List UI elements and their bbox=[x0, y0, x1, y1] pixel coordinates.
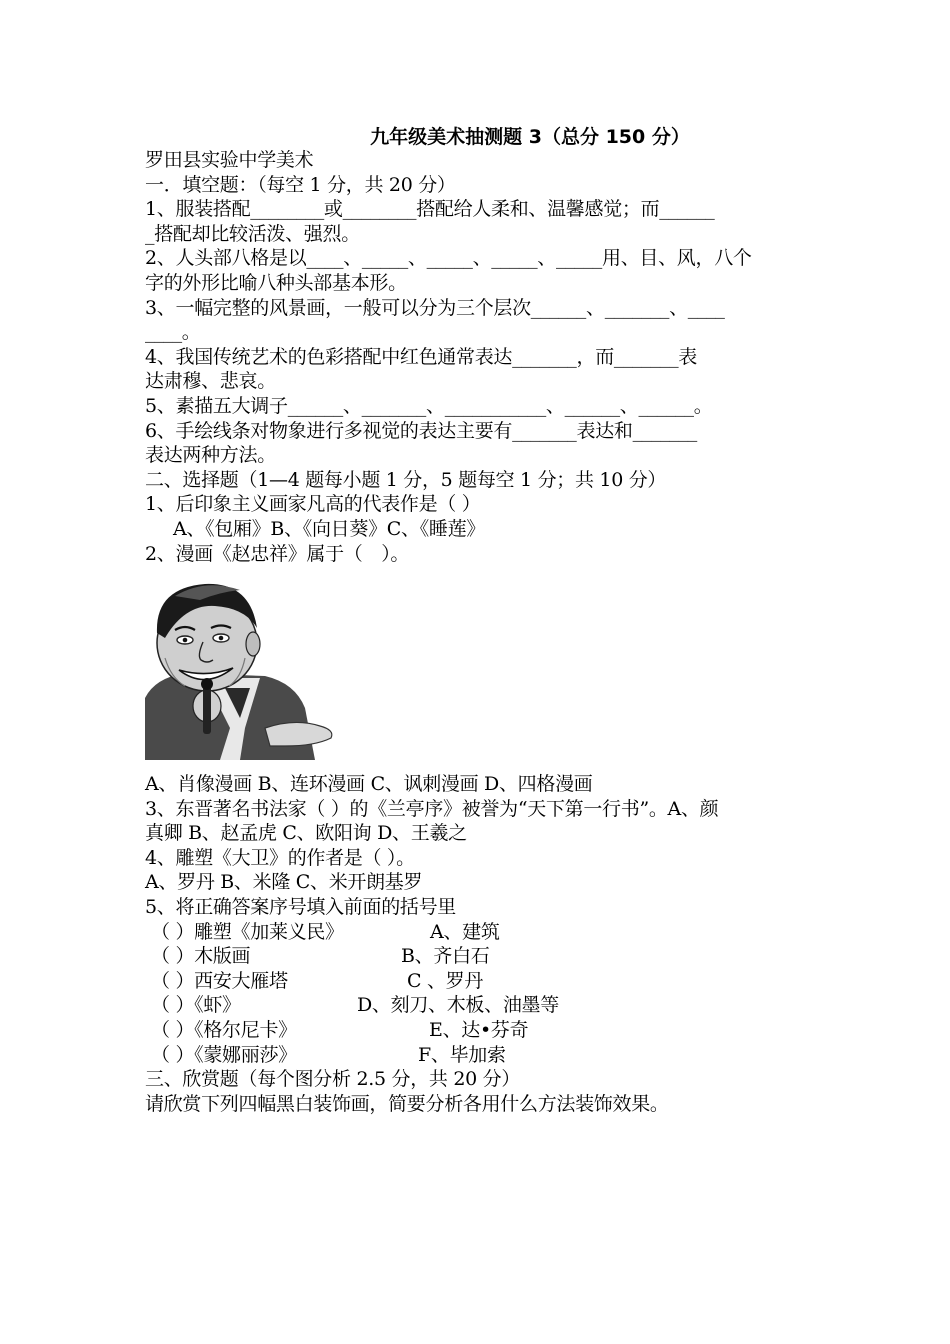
match-answer: D、刻刀、木板、油墨等 bbox=[357, 994, 559, 1017]
question-1-3-line-1: 3、一幅完整的风景画，一般可以分为三个层次______、_______、____ bbox=[145, 296, 725, 319]
match-answer: F、毕加索 bbox=[418, 1043, 506, 1066]
match-item: （ ）《虾》 bbox=[151, 994, 241, 1017]
section-1-heading: 一．填空题：（每空 1 分，共 20 分） bbox=[145, 173, 456, 196]
section-3-heading: 三、欣赏题（每个图分析 2.5 分，共 20 分） bbox=[145, 1068, 521, 1091]
school-name: 罗田县实验中学美术 bbox=[145, 149, 314, 171]
match-answer: B、齐白石 bbox=[401, 945, 490, 968]
match-row bbox=[145, 1043, 810, 1068]
match-item: （ ）木版画 bbox=[151, 945, 251, 968]
match-answer: A、建筑 bbox=[430, 920, 500, 943]
question-1-6-line-1: 6、手绘线条对物象进行多视觉的表达主要有_______表达和_______ bbox=[145, 419, 697, 442]
match-item: （ ）雕塑《加莱义民》 bbox=[151, 920, 344, 943]
exam-body bbox=[145, 148, 810, 1116]
match-row bbox=[145, 969, 810, 994]
match-item: （ ）《蒙娜丽莎》 bbox=[151, 1043, 297, 1066]
question-2-2-options: A、肖像漫画 B、连环漫画 C、讽刺漫画 D、四格漫画 bbox=[145, 773, 593, 796]
section-2-heading: 二、选择题（1—4 题每小题 1 分，5 题每空 1 分；共 10 分） bbox=[145, 468, 667, 491]
question-2-4-options: A、罗丹 B、米隆 C、米开朗基罗 bbox=[145, 871, 423, 894]
caricature-portrait-image bbox=[145, 578, 335, 760]
question-1-4-line-1: 4、我国传统艺术的色彩搭配中红色通常表达_______，而_______表 bbox=[145, 345, 697, 368]
match-row bbox=[145, 920, 810, 945]
match-item: （ ）西安大雁塔 bbox=[151, 969, 288, 992]
question-1-2-line-1: 2、人头部八格是以____、_____、_____、_____、_____用、目、风，八个 bbox=[145, 247, 752, 270]
question-1-3-line-2: ____。 bbox=[145, 321, 201, 344]
question-1-1-line-2: _搭配却比较活泼、强烈。 bbox=[145, 222, 360, 245]
match-row bbox=[145, 1018, 810, 1043]
question-1-5: 5、素描五大调子______、_______、___________、______、______。 bbox=[145, 394, 713, 417]
question-1-4-line-2: 达肃穆、悲哀。 bbox=[145, 370, 276, 393]
match-answer: C 、罗丹 bbox=[407, 969, 484, 992]
question-1-1-line-1: 1、服装搭配________或________搭配给人柔和、温馨感觉；而______ bbox=[145, 198, 715, 221]
question-1-6-line-2: 表达两种方法。 bbox=[145, 444, 276, 467]
question-2-3-line-1: 3、东晋著名书法家（ ）的《兰亭序》被誉为“天下第一行书”。A、颜 bbox=[145, 797, 719, 820]
question-1-2-line-2: 字的外形比喻八种头部基本形。 bbox=[145, 271, 407, 294]
match-row bbox=[145, 993, 810, 1018]
question-2-1-options: A、《包厢》B、《向日葵》C、《睡莲》 bbox=[173, 517, 486, 540]
question-2-3-line-2: 真卿 B、赵孟虎 C、欧阳询 D、王羲之 bbox=[145, 822, 467, 845]
question-2-4: 4、雕塑《大卫》的作者是（ ）。 bbox=[145, 846, 415, 869]
page-title: 九年级美术抽测题 3（总分 150 分） bbox=[370, 126, 690, 148]
section-3-instruction: 请欣赏下列四幅黑白装饰画，简要分析各用什么方法装饰效果。 bbox=[145, 1092, 669, 1115]
match-item: （ ）《格尔尼卡》 bbox=[151, 1019, 297, 1042]
question-2-5: 5、将正确答案序号填入前面的括号里 bbox=[145, 896, 456, 919]
question-2-1: 1、后印象主义画家凡高的代表作是（ ） bbox=[145, 493, 481, 516]
question-2-2: 2、漫画《赵忠祥》属于（ ）。 bbox=[145, 542, 410, 565]
match-row bbox=[145, 944, 810, 969]
match-answer: E、达•芬奇 bbox=[429, 1019, 529, 1042]
